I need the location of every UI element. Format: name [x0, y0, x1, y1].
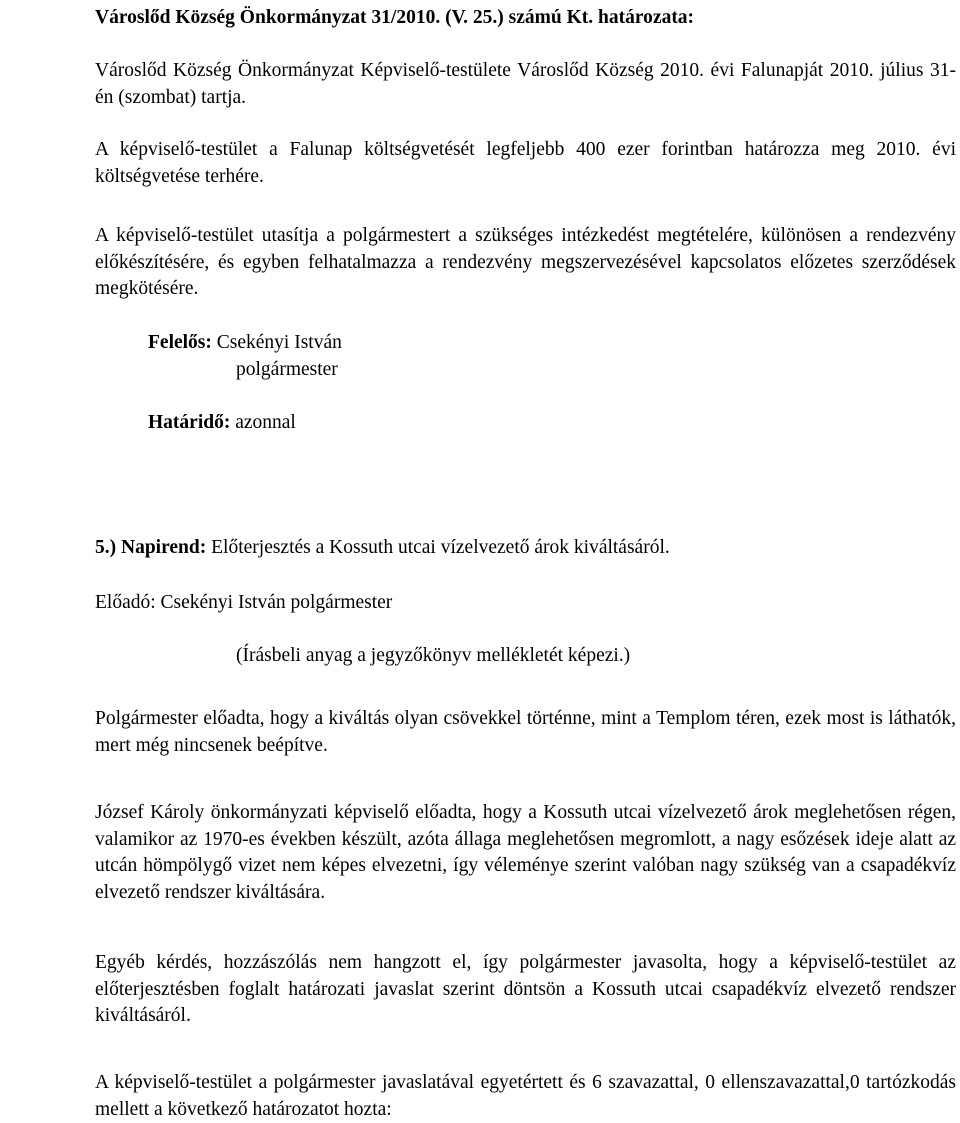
agenda-number: 5.) — [95, 537, 117, 558]
paragraph-instructions: A képviselő-testület utasítja a polgármestert a szükséges intézkedést megtételére, különösen a rendezvény előkészítésére, és egyben felhatalmazza a rendezvény megszervezésével kapcsolatos előzetes szerződések megkötésére. — [95, 225, 956, 299]
presenter-line: Előadó: Csekényi István polgármester — [95, 592, 393, 613]
responsible-title: polgármester — [236, 359, 338, 380]
attachment-note: (Írásbeli anyag a jegyzőkönyv mellékletét képezi.) — [236, 645, 631, 666]
deadline-value: azonnal — [235, 412, 296, 433]
responsible-name: Csekényi István — [216, 332, 342, 353]
paragraph-vote: A képviselő-testület a polgármester javaslatával egyetértett és 6 szavazattal, 0 ellenszavazattal,0 tartózkodás mellett a következő határozatot hozta: — [95, 1072, 956, 1120]
paragraph-budget: A képviselő-testület a Falunap költségvetését legfeljebb 400 ezer forintban határozza meg 2010. évi költségvetése terhére. — [95, 139, 956, 187]
responsible-line — [148, 330, 342, 357]
deadline-label: Határidő: — [148, 412, 231, 433]
deadline-line — [148, 410, 296, 437]
agenda-item — [95, 535, 956, 562]
paragraph-mayor-statement: Polgármester előadta, hogy a kiváltás olyan csövekkel történne, mint a Templom téren, ezek most is láthatók, mert még nincsenek beépítve. — [95, 708, 956, 756]
agenda-label: Napirend: — [121, 537, 207, 558]
paragraph-falunap-date: Városlőd Község Önkormányzat Képviselő-testülete Városlőd Község 2010. évi Falunapját 2010. július 31-én (szombat) tartja. — [95, 60, 956, 108]
paragraph-councillor-statement: József Károly önkormányzati képviselő előadta, hogy a Kossuth utcai vízelvezető árok meglehetősen régen, valamikor az 1970-es években készült, azóta állaga meglehetősen megromlott, a nagy esőzések ideje alatt az utcán hömpölygő vizet nem képes elvezetni, így véleménye szerint valóban nagy szükség van a csapadékvíz elvezető rendszer kiváltására. — [95, 802, 956, 903]
agenda-topic: Előterjesztés a Kossuth utcai vízelvezető árok kiváltásáról. — [211, 537, 670, 558]
responsible-label: Felelős: — [148, 332, 212, 353]
paragraph-proposal: Egyéb kérdés, hozzászólás nem hangzott el, így polgármester javasolta, hogy a képviselő-testület az előterjesztésben foglalt határozati javaslat szerint döntsön a Kossuth utcai csapadékvíz elvezető rendszer kiváltásáról. — [95, 952, 956, 1026]
resolution-heading: Városlőd Község Önkormányzat 31/2010. (V. 25.) számú Kt. határozata: — [95, 7, 695, 28]
